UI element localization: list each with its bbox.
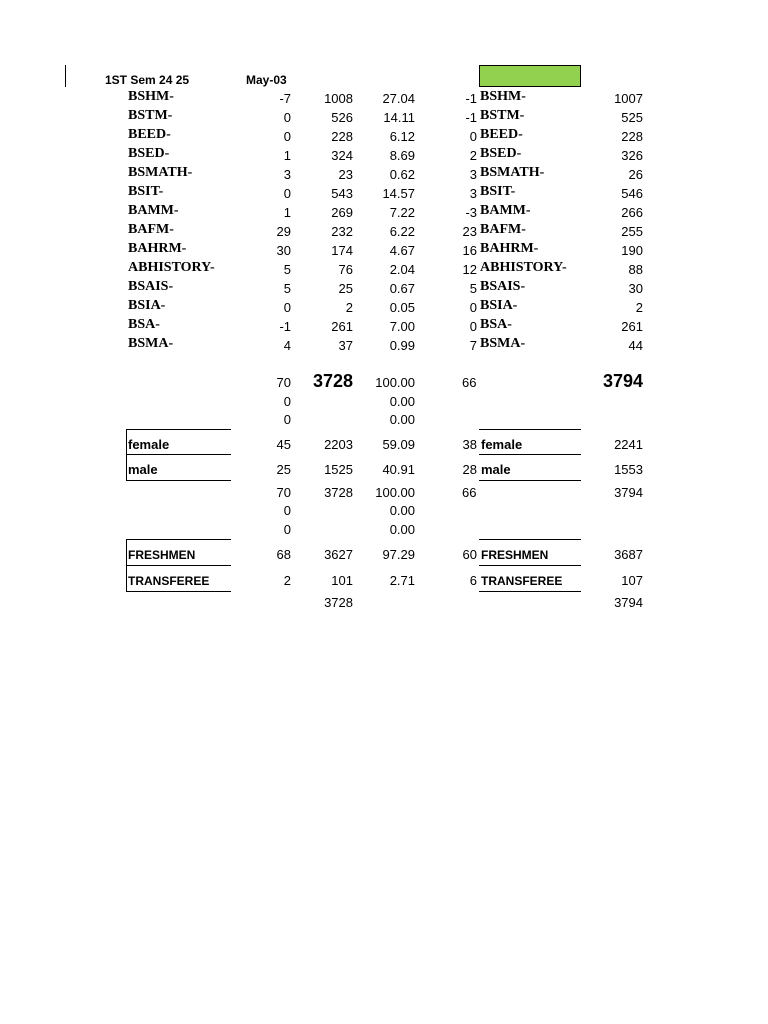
program-count: 2 — [345, 300, 353, 315]
program-name: BSMA- — [480, 336, 526, 351]
program-pct: 7.22 — [389, 205, 415, 220]
type-count2: 3687 — [614, 547, 643, 562]
program-pct: 6.12 — [389, 129, 415, 144]
type-pct: 2.71 — [389, 573, 415, 588]
zero-pct: 0.00 — [389, 412, 415, 427]
program-count: 76 — [338, 262, 353, 277]
program-diff2: 7 — [469, 338, 477, 353]
program-name: BAMM- — [128, 203, 179, 218]
gender-total-pct: 100.00 — [375, 485, 415, 500]
type-pct: 97.29 — [382, 547, 415, 562]
total-diff2: 66 — [462, 375, 477, 390]
program-pct: 14.57 — [382, 186, 415, 201]
program-count: 324 — [331, 148, 353, 163]
gender-diff2: 38 — [462, 437, 477, 452]
program-name: BAMM- — [480, 203, 531, 218]
program-count2: 26 — [628, 167, 643, 182]
program-count2: 525 — [621, 110, 643, 125]
program-diff: 1 — [283, 148, 291, 163]
program-name: BEED- — [480, 127, 523, 142]
program-count2: 228 — [621, 129, 643, 144]
program-count2: 1007 — [614, 91, 643, 106]
program-diff: 29 — [276, 224, 291, 239]
program-name: BSHM- — [128, 89, 174, 104]
program-name: BSA- — [128, 317, 160, 332]
program-name: BSMATH- — [480, 165, 545, 180]
program-diff: 0 — [283, 300, 291, 315]
program-count: 1008 — [324, 91, 353, 106]
gender-count: 2203 — [324, 437, 353, 452]
program-count2: 546 — [621, 186, 643, 201]
type-diff2: 60 — [462, 547, 477, 562]
program-diff2: -3 — [465, 205, 477, 220]
total-count: 3728 — [312, 371, 353, 391]
program-diff2: 3 — [469, 167, 477, 182]
program-pct: 0.62 — [389, 167, 415, 182]
program-count: 232 — [331, 224, 353, 239]
gender-pct: 59.09 — [382, 437, 415, 452]
program-count2: 255 — [621, 224, 643, 239]
program-name: BSTM- — [480, 108, 525, 123]
program-count: 261 — [331, 319, 353, 334]
program-pct: 6.22 — [389, 224, 415, 239]
type-count: 101 — [331, 573, 353, 588]
zero-diff: 0 — [283, 412, 291, 427]
zero-diff: 0 — [283, 503, 291, 518]
program-name: BSAIS- — [128, 279, 174, 294]
program-pct: 7.00 — [389, 319, 415, 334]
type-diff: 68 — [276, 547, 291, 562]
program-diff: 3 — [283, 167, 291, 182]
gender-label2-female: female — [481, 437, 523, 452]
zero-diff: 0 — [283, 522, 291, 537]
program-name: BSMA- — [128, 336, 174, 351]
gender-diff2: 28 — [462, 462, 477, 477]
program-diff2: 3 — [469, 186, 477, 201]
program-name: BSHM- — [480, 89, 526, 104]
program-count2: 2 — [635, 300, 643, 315]
program-name: BSA- — [480, 317, 512, 332]
program-count: 228 — [331, 129, 353, 144]
gender-diff: 45 — [276, 437, 291, 452]
total-count2: 3794 — [602, 371, 643, 391]
program-count: 23 — [338, 167, 353, 182]
program-diff: 5 — [283, 262, 291, 277]
program-diff2: 0 — [469, 300, 477, 315]
program-diff: 1 — [283, 205, 291, 220]
gender-total-count2: 3794 — [614, 485, 643, 500]
gender-total-diff: 70 — [276, 485, 291, 500]
type-count2: 107 — [621, 573, 643, 588]
program-count2: 261 — [621, 319, 643, 334]
program-count: 37 — [338, 338, 353, 353]
zero-diff: 0 — [283, 394, 291, 409]
program-count: 25 — [338, 281, 353, 296]
program-diff2: 0 — [469, 129, 477, 144]
gender-count2: 1553 — [614, 462, 643, 477]
type-diff: 2 — [283, 573, 291, 588]
program-name: ABHISTORY- — [128, 260, 215, 275]
total-diff: 70 — [276, 375, 291, 390]
program-count2: 44 — [628, 338, 643, 353]
program-pct: 8.69 — [389, 148, 415, 163]
sheet-title: 1ST Sem 24 25 — [105, 73, 190, 87]
program-count: 543 — [331, 186, 353, 201]
program-name: BEED- — [128, 127, 171, 142]
gender-total-count: 3728 — [324, 485, 353, 500]
type-label-freshmen: FRESHMEN — [128, 548, 196, 562]
program-pct: 0.67 — [389, 281, 415, 296]
program-name: ABHISTORY- — [480, 260, 567, 275]
program-name: BSMATH- — [128, 165, 193, 180]
gender-pct: 40.91 — [382, 462, 415, 477]
sheet-date: May-03 — [246, 73, 287, 87]
program-count2: 88 — [628, 262, 643, 277]
program-diff: -7 — [279, 91, 291, 106]
program-diff: 4 — [283, 338, 291, 353]
program-diff2: -1 — [465, 110, 477, 125]
program-name: BSIA- — [480, 298, 518, 313]
zero-pct: 0.00 — [389, 522, 415, 537]
program-count2: 30 — [628, 281, 643, 296]
program-diff2: 16 — [462, 243, 477, 258]
gender-label2-male: male — [481, 462, 511, 477]
program-diff2: 12 — [462, 262, 477, 277]
type-diff2: 6 — [469, 573, 477, 588]
program-name: BAHRM- — [480, 241, 539, 256]
type-count: 3627 — [324, 547, 353, 562]
program-count: 269 — [331, 205, 353, 220]
program-diff: 0 — [283, 110, 291, 125]
zero-pct: 0.00 — [389, 503, 415, 518]
program-count2: 326 — [621, 148, 643, 163]
program-name: BSIA- — [128, 298, 166, 313]
program-name: BSIT- — [128, 184, 164, 199]
program-pct: 4.67 — [389, 243, 415, 258]
program-diff2: 23 — [462, 224, 477, 239]
program-count2: 190 — [621, 243, 643, 258]
program-pct: 14.11 — [383, 110, 415, 125]
program-count: 174 — [331, 243, 353, 258]
program-diff: -1 — [279, 319, 291, 334]
program-pct: 2.04 — [389, 262, 415, 277]
gender-count: 1525 — [324, 462, 353, 477]
program-diff2: 5 — [469, 281, 477, 296]
program-count2: 266 — [621, 205, 643, 220]
program-diff2: 0 — [469, 319, 477, 334]
gender-count2: 2241 — [614, 437, 643, 452]
program-pct: 0.05 — [389, 300, 415, 315]
program-pct: 0.99 — [389, 338, 415, 353]
program-count: 526 — [331, 110, 353, 125]
type-label2-freshmen: FRESHMEN — [481, 548, 549, 562]
program-diff: 0 — [283, 186, 291, 201]
program-name: BSTM- — [128, 108, 173, 123]
type-total-count2: 3794 — [614, 595, 643, 610]
gender-diff: 25 — [276, 462, 291, 477]
text-cursor — [65, 65, 66, 87]
gender-label-male: male — [128, 462, 158, 477]
total-pct: 100.00 — [375, 375, 415, 390]
type-label2-transferee: TRANSFEREE — [481, 574, 563, 588]
gender-total-diff2: 66 — [462, 485, 477, 500]
zero-pct: 0.00 — [389, 394, 415, 409]
program-name: BSAIS- — [480, 279, 526, 294]
program-diff2: 2 — [469, 148, 477, 163]
program-name: BSIT- — [480, 184, 516, 199]
gender-label-female: female — [128, 437, 170, 452]
program-name: BAHRM- — [128, 241, 187, 256]
program-diff2: -1 — [465, 91, 477, 106]
type-label-transferee: TRANSFEREE — [128, 574, 210, 588]
program-name: BSED- — [480, 146, 522, 161]
program-name: BSED- — [128, 146, 170, 161]
program-name: BAFM- — [480, 222, 526, 237]
program-diff: 5 — [283, 281, 291, 296]
type-total-count: 3728 — [324, 595, 353, 610]
program-pct: 27.04 — [382, 91, 415, 106]
program-name: BAFM- — [128, 222, 174, 237]
program-diff: 30 — [276, 243, 291, 258]
highlighted-cell[interactable] — [479, 65, 581, 87]
program-diff: 0 — [283, 129, 291, 144]
